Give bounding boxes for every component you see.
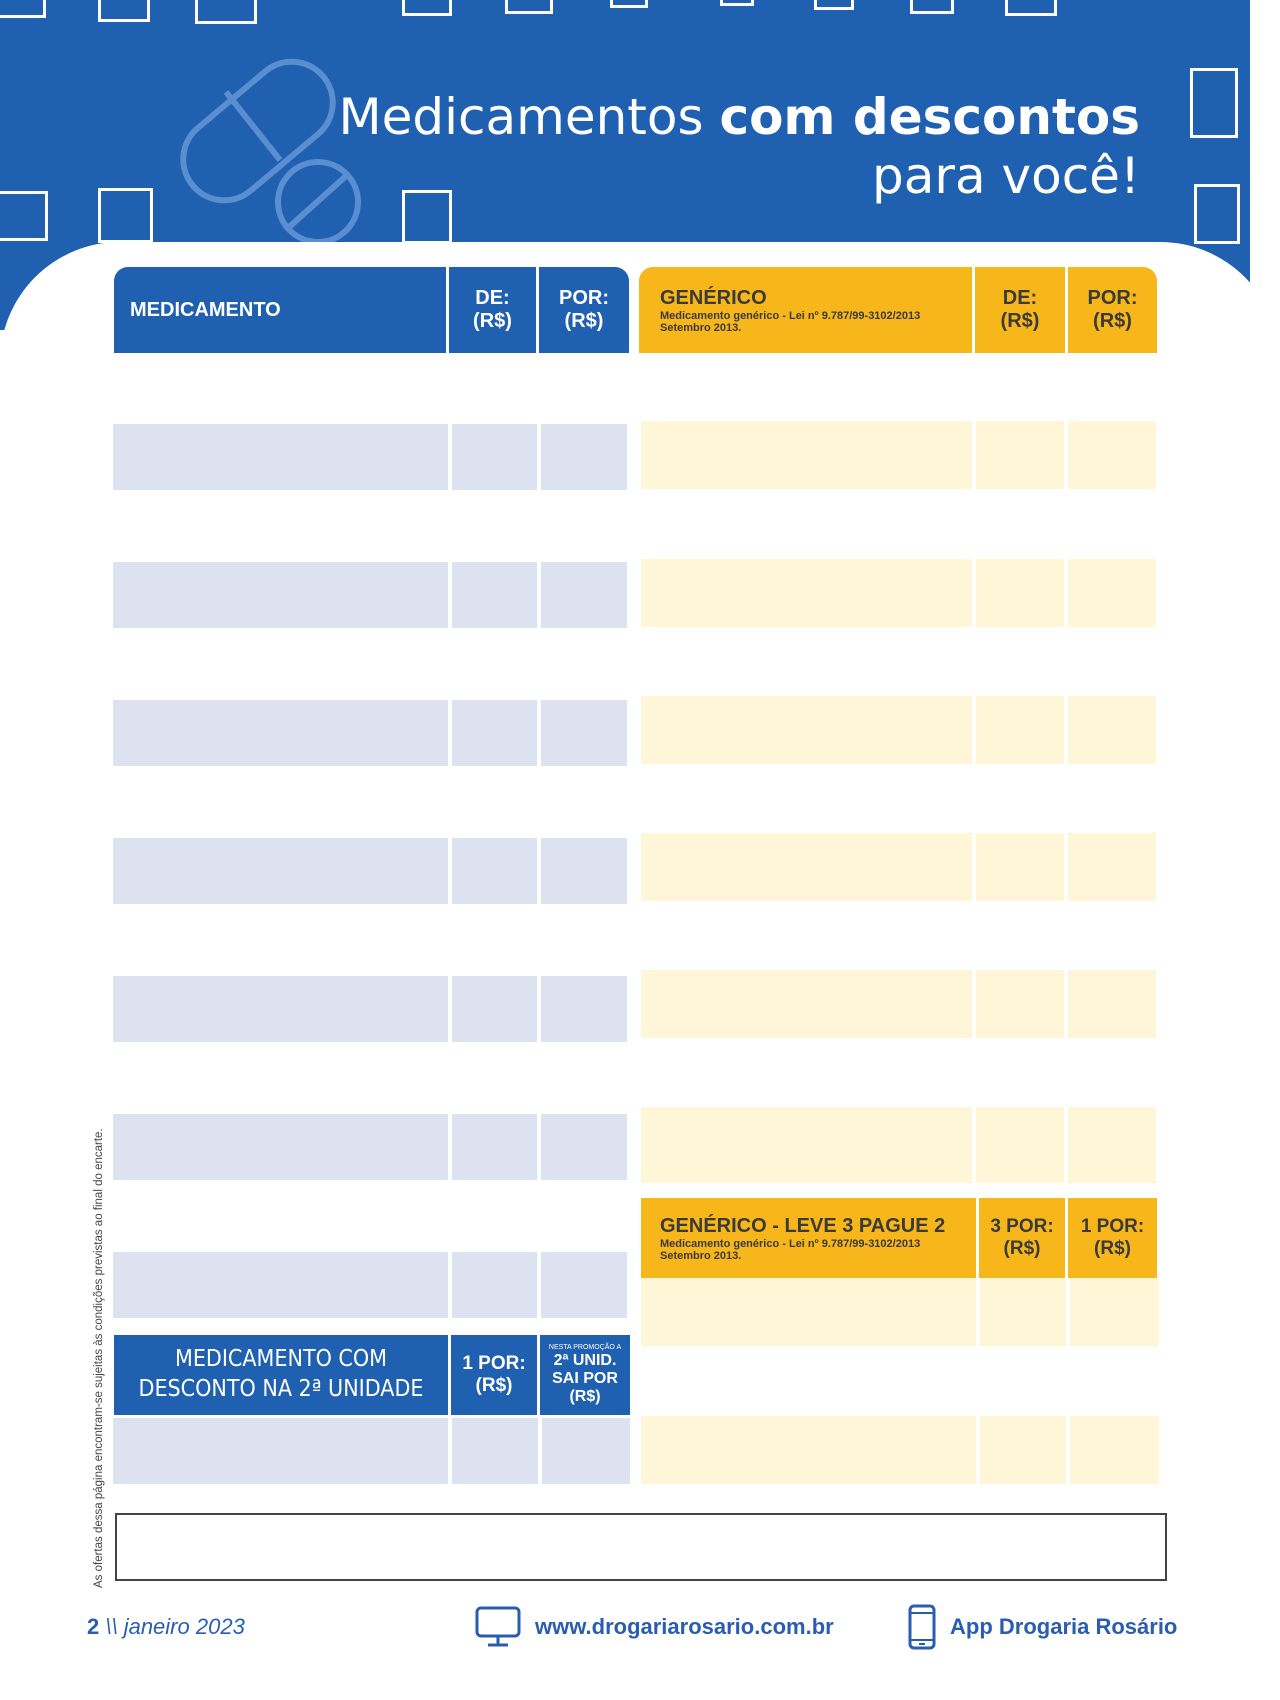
leve3-law: Medicamento genérico - Lei nº 9.787/99-3102/2013 [660, 1237, 921, 1250]
col-por: POR: (R$) [539, 267, 629, 353]
table-row [113, 562, 627, 628]
table-row [641, 559, 1156, 627]
col-promo-2unid: NESTA PROMOÇÃO A 2ª UNID. SAI POR (R$) [540, 1335, 630, 1415]
table-row [113, 424, 627, 490]
app-text: App Drogaria Rosário [950, 1614, 1178, 1639]
decor-square [98, 188, 153, 243]
generico-law-date: Setembro 2013. [660, 321, 742, 334]
col-de: DE: (R$) [449, 267, 536, 353]
table-row [641, 421, 1156, 489]
decor-square [610, 0, 648, 8]
page-info [87, 1614, 245, 1640]
app-link[interactable] [908, 1604, 1177, 1650]
col-leve3 [641, 1198, 976, 1278]
table-row [113, 838, 627, 904]
decor-square [98, 0, 150, 22]
website-text: www.drogariarosario.com.br [535, 1614, 834, 1639]
table-row [641, 1278, 1159, 1346]
table-row [641, 1107, 1156, 1183]
title-line2: para você! [872, 147, 1140, 205]
medicamento-table-header [114, 267, 629, 353]
segunda-unidade-table-header [114, 1335, 630, 1415]
decor-square [195, 0, 257, 24]
decor-square [910, 0, 954, 14]
decor-square [402, 0, 452, 16]
col-de: DE: (R$) [975, 267, 1065, 353]
col-1por: 1 POR: (R$) [451, 1335, 537, 1415]
title-bold: com descontos [719, 88, 1140, 146]
disclaimer-note: As ofertas dessa página encontram-se sujeitas às condições previstas ao final do encarte. [93, 1128, 105, 1588]
table-row [113, 1418, 630, 1484]
col-segunda-unidade: MEDICAMENTO COM DESCONTO NA 2ª UNIDADE [114, 1335, 448, 1415]
decor-square [505, 0, 553, 14]
website-link[interactable] [475, 1606, 834, 1648]
title-regular: Medicamentos [338, 88, 720, 146]
table-row [113, 700, 627, 766]
table-row [113, 1114, 627, 1180]
leve3-table-header [641, 1198, 1157, 1278]
generico-table-header [639, 267, 1157, 353]
table-row [641, 1416, 1159, 1484]
col-por: POR: (R$) [1068, 267, 1157, 353]
page-title [338, 88, 1140, 206]
decor-square [1194, 184, 1240, 244]
decor-square [720, 0, 754, 6]
decor-square [0, 0, 46, 18]
decor-square [814, 0, 854, 10]
table-row [113, 976, 627, 1042]
col-medicamento: MEDICAMENTO [114, 267, 446, 353]
table-row [641, 696, 1156, 764]
col-1por: 1 POR: (R$) [1068, 1198, 1157, 1278]
page-date: janeiro 2023 [123, 1614, 245, 1639]
notes-box [115, 1513, 1167, 1581]
generico-title: GENÉRICO [660, 286, 767, 309]
table-row [641, 833, 1156, 901]
decor-square [1005, 0, 1057, 16]
page-number: 2 [87, 1614, 100, 1639]
leve3-law-date: Setembro 2013. [660, 1249, 742, 1262]
table-row [113, 1252, 627, 1318]
decor-square [0, 191, 48, 241]
monitor-icon [475, 1606, 521, 1648]
page-separator: \\ [99, 1614, 124, 1639]
col-3por: 3 POR: (R$) [979, 1198, 1065, 1278]
decor-square [1190, 68, 1238, 138]
leve3-title: GENÉRICO - LEVE 3 PAGUE 2 [660, 1214, 946, 1237]
table-row [641, 970, 1156, 1038]
generico-law: Medicamento genérico - Lei nº 9.787/99-3102/2013 [660, 309, 921, 322]
footer [0, 1604, 1280, 1654]
col-generico [639, 267, 972, 353]
phone-icon [908, 1604, 936, 1650]
